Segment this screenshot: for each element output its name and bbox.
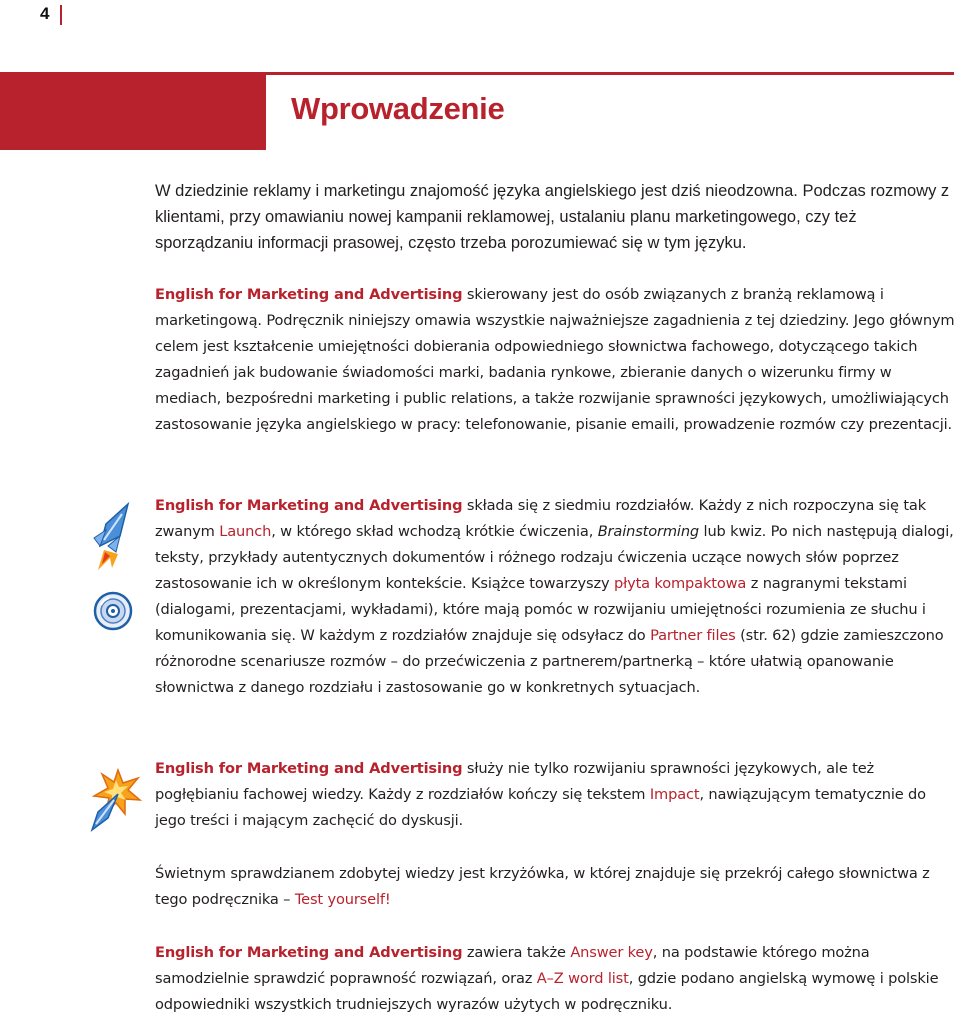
paragraph-audience xyxy=(155,282,960,438)
chapter-title: Wprowadzenie xyxy=(291,91,505,126)
chapter-banner xyxy=(0,72,266,150)
chapter-banner-line xyxy=(266,72,954,75)
book-title: English for Marketing and Advertising xyxy=(155,497,463,514)
paragraph-text: , gdzie podano angielską wymowę i polskie odpowiedniki wszystkich trudniejszych wyrazów użytych w podręczniku. xyxy=(155,970,939,1013)
paragraph-text: , nawiązującym tematycznie do jego treści i mającym zachęcić do dyskusji. xyxy=(155,786,926,829)
book-title: English for Marketing and Advertising xyxy=(155,286,463,303)
paragraph-text: , na podstawie którego można samodzielnie sprawdzić poprawność rozwiązań, oraz xyxy=(155,944,870,987)
impact-arrow-icon xyxy=(88,768,142,834)
paragraph-text: zawiera także xyxy=(462,944,571,961)
book-title: English for Marketing and Advertising xyxy=(155,760,463,777)
cd-icon xyxy=(93,591,133,631)
page-number-rule xyxy=(60,5,62,25)
word-list-link: A–Z word list xyxy=(536,970,629,987)
paragraph-text: składa się z siedmiu rozdziałów. Każdy z nich rozpoczyna się tak zwanym xyxy=(155,497,927,540)
rocket-icon xyxy=(92,502,136,572)
cd-link: płyta kompaktowa xyxy=(613,575,747,592)
intro-paragraph: W dziedzinie reklamy i marketingu znajomość języka angielskiego jest dziś nieodzowna. Podczas rozmowy z klientami, przy omawianiu nowej kampanii reklamowej, ustalaniu planu marketingowego, czy też sporządzaniu informacji prasowej, często trzeba porozumiewać się w tym języku. xyxy=(155,182,950,252)
book-title: English for Marketing and Advertising xyxy=(155,944,463,961)
paragraph-text: Świetnym sprawdzianem zdobytej wiedzy jest krzyżówka, w której znajduje się przekrój całego słownictwa z tego podręcznika – xyxy=(155,865,930,908)
paragraph-text: (str. 62) gdzie zamieszczono różnorodne scenariusze rozmów – do przećwiczenia z partnerem/partnerką – które ułatwią opanowanie słownictwa z danego rozdziału i zastosowanie go w konkretnych sytuacjach. xyxy=(155,627,944,696)
launch-link: Launch xyxy=(219,523,272,540)
paragraph-text: , w którego skład wchodzą krótkie ćwiczenia, xyxy=(271,523,598,540)
paragraph-text: z nagranymi tekstami (dialogami, prezentacjami, wykładami), które mają pomóc w rozwijaniu umiejętności rozumienia ze słuchu i komunikowania się. W każdym z rozdziałów znajduje się odsyłacz do xyxy=(155,575,926,644)
partner-files-link: Partner files xyxy=(650,627,736,644)
paragraph-text: lub kwiz. Po nich następują dialogi, teksty, przykłady autentycznych dokumentów i różnego rodzaju ćwiczenia uczące nowych słów poprzez zastosowanie ich w określonym kontekście. Książce towarzyszy xyxy=(155,523,954,592)
paragraph-impact xyxy=(155,756,960,834)
test-yourself-link: Test yourself! xyxy=(294,891,391,908)
paragraph-text: służy nie tylko rozwijaniu sprawności językowych, ale też pogłębianiu fachowej wiedzy. Każdy z rozdziałów kończy się tekstem xyxy=(155,760,875,803)
paragraph-test xyxy=(155,861,960,913)
paragraph-answer-key xyxy=(155,940,960,1018)
impact-link: Impact xyxy=(649,786,700,803)
answer-key-link: Answer key xyxy=(570,944,653,961)
page-number: 4 xyxy=(40,4,50,23)
paragraph-text: skierowany jest do osób związanych z branżą reklamową i marketingową. Podręcznik niniejszy omawia wszystkie najważniejsze zagadnienia z tej dziedziny. Jego głównym celem jest kształcenie umiejętności dobierania odpowiedniego słownictwa fachowego, dotyczącego takich zagadnień jak budowanie świadomości marki, badania rynkowe, zbieranie danych o wizerunku firmy w mediach, bezpośredni marketing i public relations, a także rozwijanie sprawności językowych, umożliwiających zastosowanie języka angielskiego w pracy: telefonowanie, pisanie emaili, prowadzenie rozmów czy prezentacji. xyxy=(155,286,955,433)
paragraph-structure xyxy=(155,493,960,701)
brainstorming-term: Brainstorming xyxy=(597,523,700,540)
